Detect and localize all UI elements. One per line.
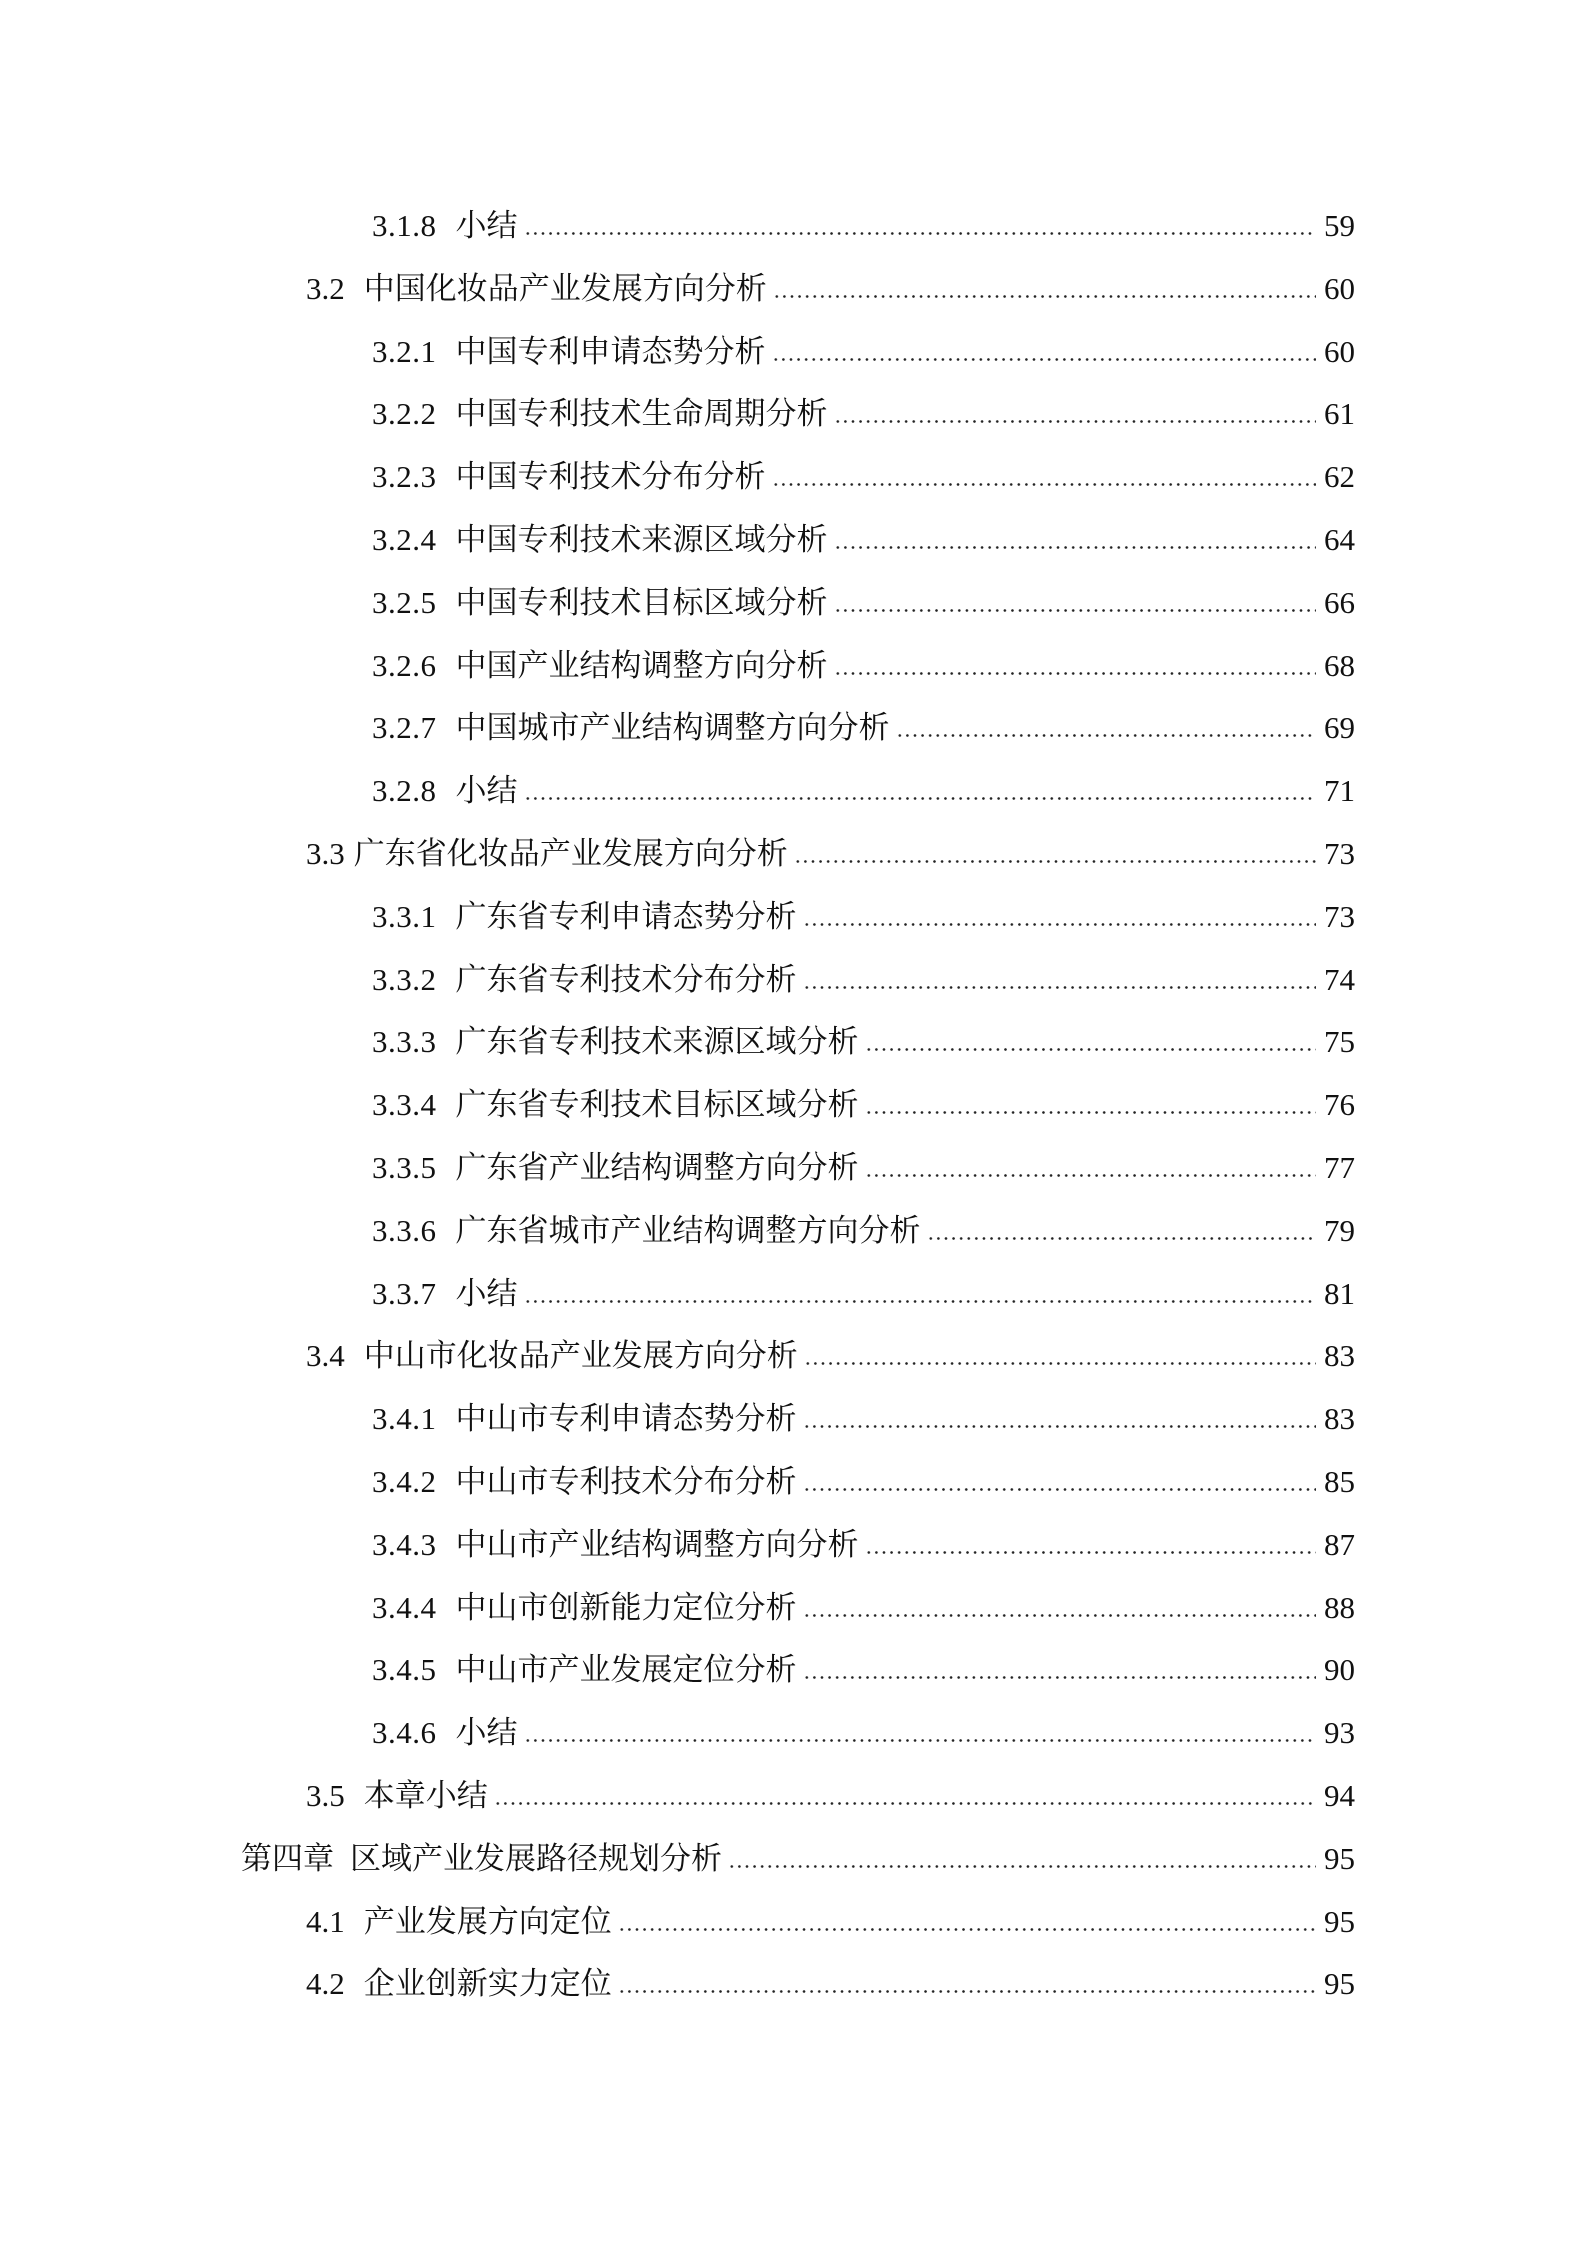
toc-entry-title: 广东省专利技术来源区域分析	[455, 1024, 859, 1060]
toc-entry-page: 71	[1324, 773, 1355, 809]
toc-entry	[0, 823, 1355, 886]
toc-entry-title: 广东省专利技术分布分析	[455, 961, 797, 997]
toc-entry-title: 中山市创新能力定位分析	[455, 1589, 797, 1625]
toc-entry-page: 93	[1324, 1715, 1355, 1751]
toc-entry-title: 中山市化妆品产业发展方向分析	[363, 1338, 798, 1374]
toc-entry	[0, 886, 1355, 949]
toc-entry-title: 中山市专利技术分布分析	[455, 1463, 797, 1499]
toc-entry	[0, 1639, 1355, 1702]
dot-leader	[524, 796, 1317, 801]
toc-entry-title: 中国产业结构调整方向分析	[455, 647, 828, 683]
dot-leader	[834, 671, 1317, 676]
dot-leader	[804, 1361, 1316, 1366]
toc-entry-title: 中山市产业结构调整方向分析	[455, 1526, 859, 1562]
dot-leader	[794, 859, 1316, 864]
toc-entry	[0, 572, 1355, 635]
toc-entry-number: 3.4.2	[372, 1463, 437, 1499]
toc-entry-page: 94	[1324, 1777, 1355, 1813]
dot-leader	[803, 985, 1317, 990]
toc-entry-title: 中国专利技术目标区域分析	[455, 584, 828, 620]
toc-entry-number: 3.3.6	[372, 1212, 437, 1248]
toc-entry-title: 中国城市产业结构调整方向分析	[455, 710, 890, 746]
toc-entry-title: 小结	[455, 773, 518, 809]
toc-entry	[0, 635, 1355, 698]
toc-entry-number: 3.2.3	[372, 459, 437, 495]
toc-entry-title: 中国专利技术分布分析	[455, 459, 766, 495]
dot-leader	[865, 1047, 1317, 1052]
toc-entry	[0, 1765, 1355, 1828]
toc-entry-title: 区域产业发展路径规划分析	[350, 1840, 722, 1876]
dot-leader	[524, 1738, 1317, 1743]
toc-entry	[0, 383, 1355, 446]
dot-leader	[803, 1675, 1317, 1680]
toc-entry-number: 3.2.6	[372, 647, 437, 683]
toc-entry-page: 95	[1324, 1903, 1355, 1939]
toc-entry-title: 中国专利技术来源区域分析	[455, 521, 828, 557]
toc-entry	[0, 1137, 1355, 1200]
toc-entry-page: 76	[1324, 1087, 1355, 1123]
toc-entry-page: 83	[1324, 1401, 1355, 1437]
table-of-contents	[0, 195, 1355, 2016]
dot-leader	[772, 482, 1317, 487]
toc-entry	[0, 1451, 1355, 1514]
toc-entry-number: 3.4.3	[372, 1526, 437, 1562]
toc-entry	[0, 1577, 1355, 1640]
toc-entry	[0, 1263, 1355, 1326]
dot-leader	[618, 1989, 1316, 1994]
toc-entry-title: 企业创新实力定位	[363, 1966, 612, 2002]
toc-entry-page: 69	[1324, 710, 1355, 746]
toc-entry-number: 3.4.5	[372, 1652, 437, 1688]
toc-entry	[0, 1388, 1355, 1451]
dot-leader	[927, 1236, 1317, 1241]
toc-entry-title: 产业发展方向定位	[363, 1903, 612, 1939]
toc-entry	[0, 1011, 1355, 1074]
toc-entry	[0, 1074, 1355, 1137]
dot-leader	[618, 1927, 1316, 1932]
dot-leader	[896, 733, 1317, 738]
toc-entry-title: 广东省产业结构调整方向分析	[455, 1149, 859, 1185]
dot-leader	[803, 1424, 1317, 1429]
dot-leader	[865, 1550, 1317, 1555]
toc-entry-page: 74	[1324, 961, 1355, 997]
toc-entry-number: 3.4.1	[372, 1401, 437, 1437]
toc-entry-number: 3.4.6	[372, 1715, 437, 1751]
toc-entry-page: 60	[1324, 333, 1355, 369]
toc-entry-page: 79	[1324, 1212, 1355, 1248]
toc-entry-page: 87	[1324, 1526, 1355, 1562]
toc-entry-page: 88	[1324, 1589, 1355, 1625]
toc-entry-number: 3.2.4	[372, 521, 437, 557]
toc-entry-title: 广东省城市产业结构调整方向分析	[455, 1212, 921, 1248]
toc-entry-number: 3.2.5	[372, 584, 437, 620]
toc-entry-title: 本章小结	[363, 1777, 488, 1813]
toc-entry-number: 3.1.8	[372, 208, 437, 243]
toc-entry-page: 73	[1324, 898, 1355, 934]
toc-entry-number: 第四章	[241, 1840, 334, 1876]
toc-entry-title: 小结	[455, 1715, 518, 1751]
toc-entry-number: 3.3.7	[372, 1275, 437, 1311]
toc-entry	[0, 509, 1355, 572]
dot-leader	[865, 1173, 1317, 1178]
toc-entry	[0, 1200, 1355, 1263]
toc-entry	[0, 949, 1355, 1012]
toc-entry-page: 64	[1324, 521, 1355, 557]
toc-entry-number: 3.2	[306, 270, 345, 306]
toc-entry-number: 3.3.5	[372, 1149, 437, 1185]
dot-leader	[728, 1864, 1316, 1869]
toc-entry-number: 3.2.7	[372, 710, 437, 746]
toc-entry-page: 95	[1324, 1840, 1355, 1876]
toc-entry	[0, 446, 1355, 509]
toc-entry	[0, 321, 1355, 384]
dot-leader	[524, 1299, 1317, 1304]
toc-entry-number: 3.3.3	[372, 1024, 437, 1060]
toc-entry-title: 广东省专利申请态势分析	[455, 898, 797, 934]
toc-entry-title: 广东省化妆品产业发展方向分析	[353, 835, 788, 871]
toc-entry-page: 68	[1324, 647, 1355, 683]
toc-entry-number: 3.2.1	[372, 333, 437, 369]
toc-entry	[0, 1891, 1355, 1954]
dot-leader	[803, 1613, 1317, 1618]
toc-entry-page: 66	[1324, 584, 1355, 620]
toc-entry-number: 3.3.2	[372, 961, 437, 997]
toc-entry-title: 中国专利技术生命周期分析	[455, 396, 828, 432]
toc-entry-title: 小结	[455, 208, 518, 243]
toc-entry-number: 3.4.4	[372, 1589, 437, 1625]
toc-entry	[0, 1514, 1355, 1577]
toc-entry-page: 60	[1324, 270, 1355, 306]
dot-leader	[772, 357, 1317, 362]
toc-entry-page: 73	[1324, 835, 1355, 871]
toc-entry-page: 59	[1324, 208, 1355, 243]
toc-entry-title: 小结	[455, 1275, 518, 1311]
toc-entry	[0, 1953, 1355, 2016]
toc-entry-page: 75	[1324, 1024, 1355, 1060]
toc-entry-page: 77	[1324, 1149, 1355, 1185]
dot-leader	[803, 922, 1317, 927]
dot-leader	[834, 608, 1317, 613]
toc-entry-page: 85	[1324, 1463, 1355, 1499]
toc-entry-page: 81	[1324, 1275, 1355, 1311]
dot-leader	[494, 1801, 1316, 1806]
toc-entry	[0, 1325, 1355, 1388]
toc-entry-number: 4.2	[306, 1966, 345, 2002]
toc-entry-number: 3.3	[306, 835, 345, 871]
toc-entry	[0, 195, 1355, 258]
dot-leader	[834, 545, 1317, 550]
dot-leader	[834, 419, 1317, 424]
toc-chapter-entry	[0, 1828, 1355, 1891]
toc-entry-number: 3.4	[306, 1338, 345, 1374]
toc-entry-title: 中山市产业发展定位分析	[455, 1652, 797, 1688]
toc-entry	[0, 760, 1355, 823]
toc-entry-page: 95	[1324, 1966, 1355, 2002]
toc-entry-number: 4.1	[306, 1903, 345, 1939]
toc-entry-title: 中国化妆品产业发展方向分析	[363, 270, 767, 306]
toc-entry-number: 3.5	[306, 1777, 345, 1813]
dot-leader	[803, 1487, 1317, 1492]
toc-entry-title: 广东省专利技术目标区域分析	[455, 1087, 859, 1123]
dot-leader	[865, 1110, 1317, 1115]
toc-entry-number: 3.2.8	[372, 773, 437, 809]
toc-entry-page: 83	[1324, 1338, 1355, 1374]
toc-entry-page: 62	[1324, 459, 1355, 495]
toc-entry	[0, 697, 1355, 760]
toc-entry-title: 中山市专利申请态势分析	[455, 1401, 797, 1437]
toc-entry-number: 3.2.2	[372, 396, 437, 432]
toc-entry-title: 中国专利申请态势分析	[455, 333, 766, 369]
toc-entry-page: 90	[1324, 1652, 1355, 1688]
dot-leader	[773, 294, 1316, 299]
dot-leader	[524, 231, 1317, 236]
toc-entry	[0, 1702, 1355, 1765]
toc-entry-page: 61	[1324, 396, 1355, 432]
toc-entry-number: 3.3.1	[372, 898, 437, 934]
toc-entry	[0, 258, 1355, 321]
toc-entry-number: 3.3.4	[372, 1087, 437, 1123]
